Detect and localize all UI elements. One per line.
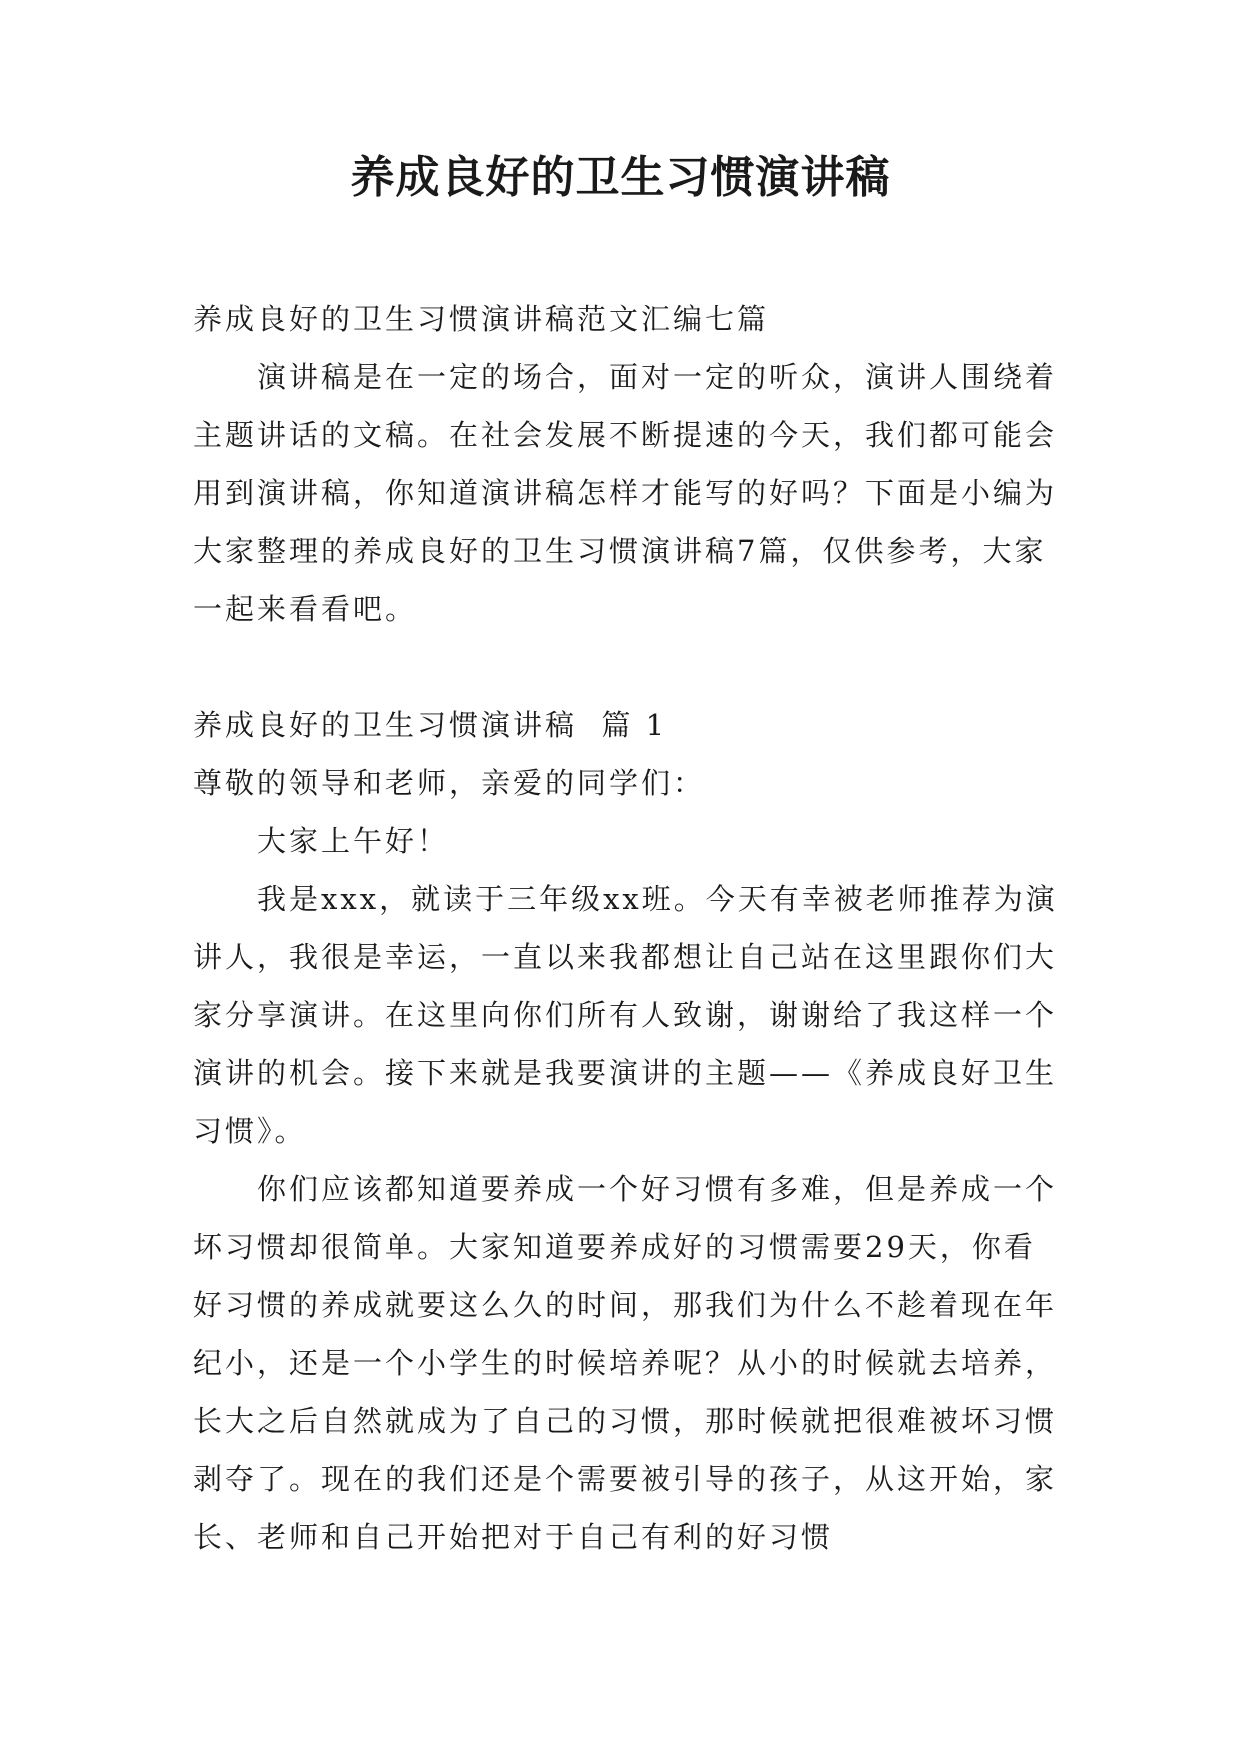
intro-paragraph: 演讲稿是在一定的场合，面对一定的听众，演讲人围绕着主题讲话的文稿。在社会发展不断提速的今天，我们都可能会用到演讲稿，你知道演讲稿怎样才能写的好吗？下面是小编为大家整理的养成良好的卫生习惯演讲稿7篇，仅供参考，大家一起来看看吧。 [193, 360, 1058, 626]
speech-paragraph-2: 你们应该都知道要养成一个好习惯有多难，但是养成一个坏习惯却很简单。大家知道要养成好的习惯需要29天，你看好习惯的养成就要这么久的时间，那我们为什么不趁着现在年纪小，还是一个小学生的时候培养呢？从小的时候就去培养，长大之后自然就成为了自己的习惯，那时候就把很难被坏习惯剥夺了。现在的我们还是个需要被引导的孩子，从这开始，家长、老师和自己开始把对于自己有利的好习惯 [193, 1172, 1058, 1554]
speech-paragraph-1: 我是xxx，就读于三年级xx班。今天有幸被老师推荐为演讲人，我很是幸运，一直以来我都想让自己站在这里跟你们大家分享演讲。在这里向你们所有人致谢，谢谢给了我这样一个演讲的机会。接下来就是我要演讲的主题——《养成良好卫生习惯》。 [193, 882, 1058, 1148]
salutation: 尊敬的领导和老师，亲爱的同学们： [193, 766, 706, 800]
document-body [193, 290, 1063, 1566]
document-subtitle: 养成良好的卫生习惯演讲稿范文汇编七篇 [193, 302, 770, 336]
section-heading: 养成良好的卫生习惯演讲稿 篇 1 [193, 708, 668, 742]
document-title: 养成良好的卫生习惯演讲稿 [350, 152, 891, 203]
greeting: 大家上午好！ [257, 824, 450, 858]
